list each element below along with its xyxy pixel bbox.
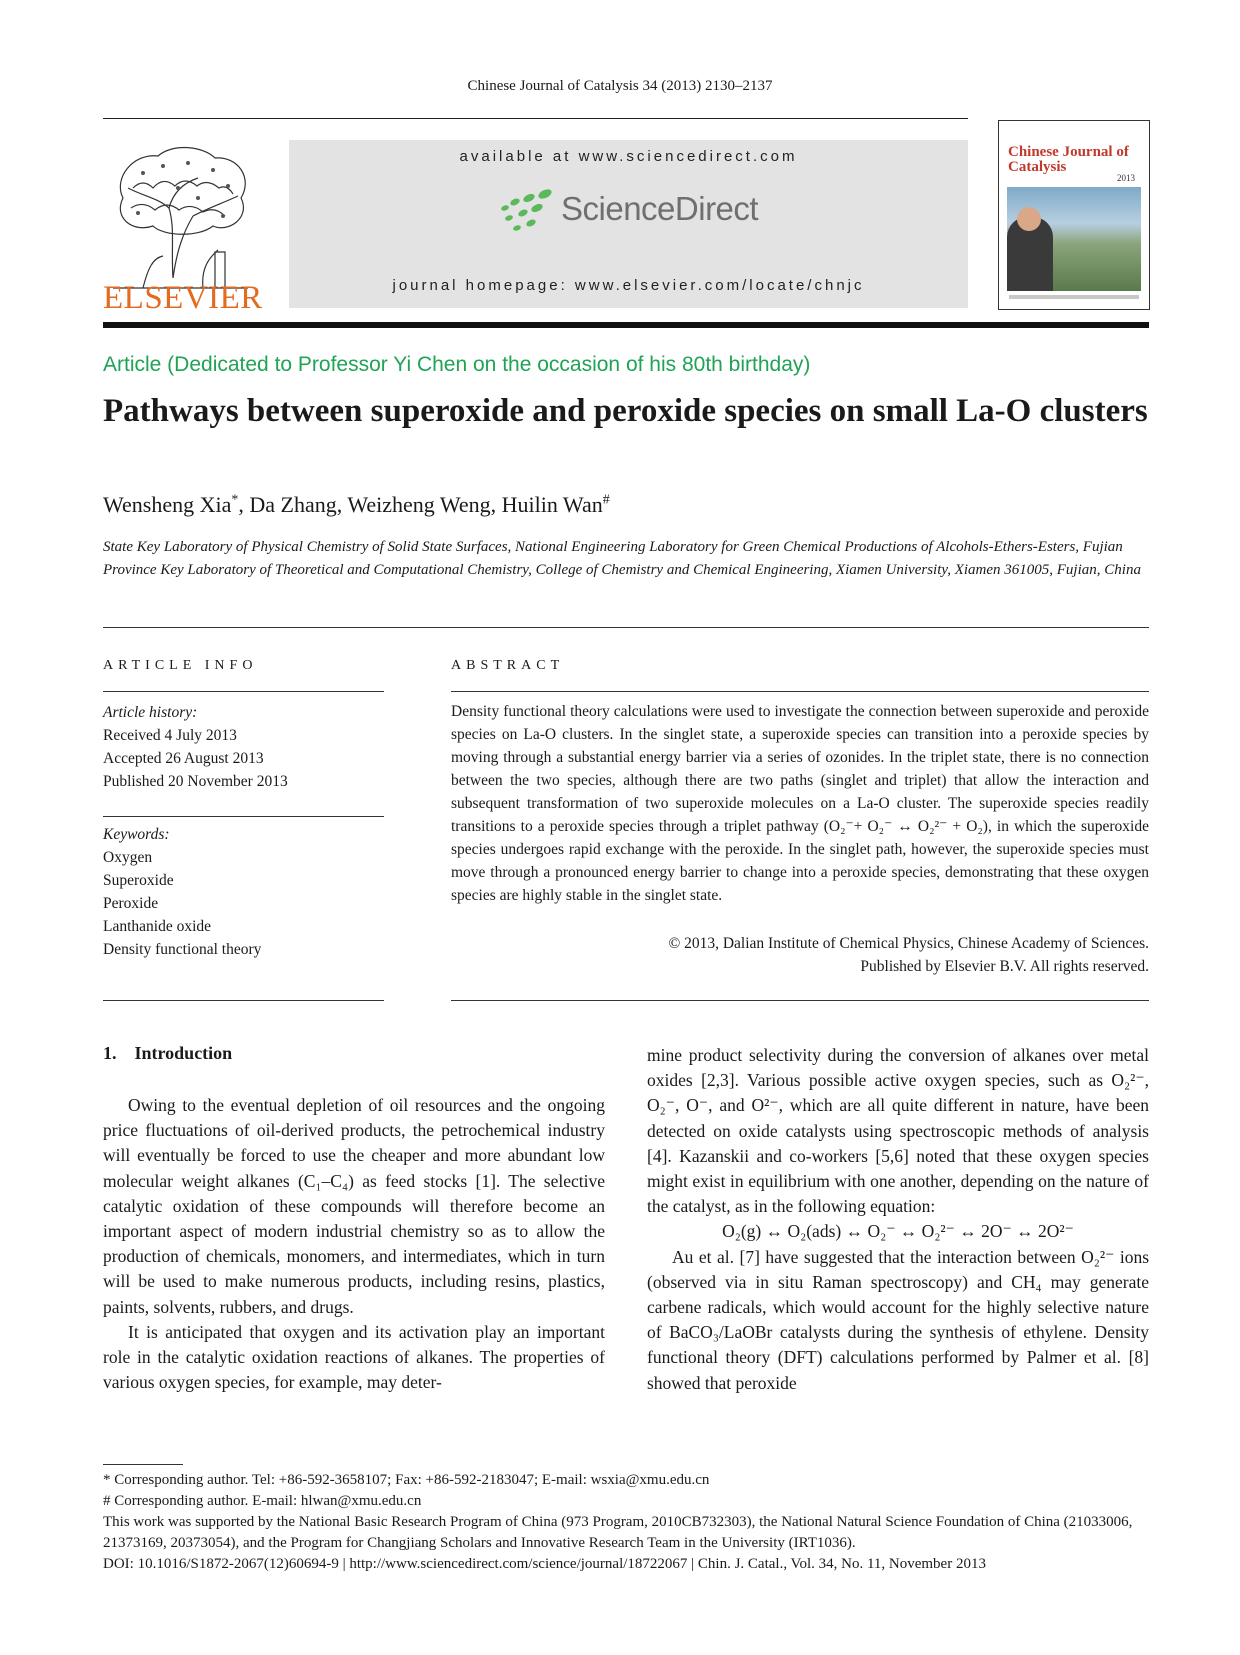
elsevier-wordmark: ELSEVIER bbox=[103, 280, 263, 316]
masthead-rule bbox=[103, 322, 1149, 328]
footnotes bbox=[103, 1470, 1149, 1575]
running-head: Chinese Journal of Catalysis 34 (2013) 2130–2137 bbox=[467, 78, 773, 94]
sciencedirect-wordmark: ScienceDirect bbox=[561, 190, 759, 227]
author-name: Huilin Wan bbox=[501, 492, 603, 517]
abstract-heading: ABSTRACT bbox=[451, 658, 565, 673]
author-mark[interactable]: * bbox=[231, 492, 239, 508]
cover-title: Chinese Journal of Catalysis bbox=[1008, 144, 1129, 175]
abstract-copyright bbox=[451, 932, 1149, 978]
affiliation-rule bbox=[103, 627, 1149, 628]
paragraph: mine product selectivity during the conversion of alkanes over metal oxides [2,3]. Various possible active oxygen species, such as O₂²⁻, O₂⁻, O⁻, and O²⁻, which are all quite different in nature, have been detected on oxide catalysts using spectroscopic methods of analysis [4]. Kazanskii and co-workers [5,6] noted that these oxygen species might exist in equilibrium with one another, depending on the nature of the catalyst, as in the following equation: bbox=[647, 1045, 1149, 1217]
keywords-label: Keywords: bbox=[103, 826, 170, 843]
corresponding-author-note: # Corresponding author. E-mail: hlwan@xmu.edu.cn bbox=[103, 1493, 422, 1509]
paragraph: Owing to the eventual depletion of oil resources and the ongoing price fluctuations of oil-derived products, the petrochemical industry will eventually be forced to use the cheaper and more abundant low molecular weight alkanes (C₁–C₄) as feed stocks [1]. The selective catalytic oxidation of these compounds will therefore become an important aspect of modern industrial chemistry so as to allow the production of chemicals, monomers, and intermediates, which in turn will be used to make numerous products, including resins, plastics, paints, solvents, rubbers, and drugs. bbox=[103, 1095, 605, 1317]
history-label: Article history: bbox=[103, 704, 198, 721]
affiliation: State Key Laboratory of Physical Chemistry of Solid State Surfaces, National Engineering Laboratory for Green Chemical Productions of Alcohols-Ethers-Esters, Fujian Province Key Laboratory of Theoretical and Computational Chemistry, College of Chemistry and Chemical Engineering, Xiamen University, Xiamen 361005, Fujian, China bbox=[103, 539, 1141, 578]
sciencedirect-leaf-icon bbox=[499, 188, 559, 236]
doi-line[interactable]: DOI: 10.1016/S1872-2067(12)60694-9 | http://www.sciencedirect.com/science/journal/18722067 | Chin. J. Catal., Vol. 34, No. 11, November 2013 bbox=[103, 1556, 986, 1572]
accepted-date: Accepted 26 August 2013 bbox=[103, 750, 264, 767]
section-heading: 1. Introduction bbox=[103, 1043, 233, 1063]
cover-person-face bbox=[1017, 207, 1041, 231]
body-right-column bbox=[647, 1043, 1149, 1396]
article-title: Pathways between superoxide and peroxide species on small La-O clusters bbox=[103, 393, 1148, 429]
journal-cover-image bbox=[998, 120, 1150, 310]
author-name: Da Zhang bbox=[249, 492, 337, 517]
article-history bbox=[103, 701, 288, 793]
keyword-item: Lanthanide oxide bbox=[103, 918, 212, 935]
funding-note: This work was supported by the National Basic Research Program of China (973 Program, 2010CB732303), the National Natural Science Foundation of China (21033006, 21373169, 20373054), and the Program for Changjiang Scholars and Innovative Research Team in the University (IRT1036). bbox=[103, 1514, 1133, 1551]
article-info-heading: ARTICLE INFO bbox=[103, 658, 258, 673]
keywords-block bbox=[103, 823, 261, 961]
paragraph: It is anticipated that oxygen and its activation play an important role in the catalytic oxidation reactions of alkanes. The properties of various oxygen species, for example, may deter- bbox=[103, 1321, 605, 1393]
keyword-item: Superoxide bbox=[103, 872, 174, 889]
corresponding-author-note: * Corresponding author. Tel: +86-592-3658107; Fax: +86-592-2183047; E-mail: wsxia@xmu.edu.cn bbox=[103, 1472, 710, 1488]
sciencedirect-logo bbox=[499, 188, 799, 238]
received-date: Received 4 July 2013 bbox=[103, 727, 237, 744]
equation: O₂(g) ↔ O₂(ads) ↔ O₂⁻ ↔ O₂²⁻ ↔ 2O⁻ ↔ 2O²⁻ bbox=[722, 1221, 1074, 1242]
keyword-item: Oxygen bbox=[103, 849, 153, 866]
keywords-rule bbox=[103, 1000, 384, 1001]
sciencedirect-banner bbox=[289, 140, 968, 308]
available-at-text[interactable]: available at www.sciencedirect.com bbox=[459, 148, 798, 165]
footnote-rule bbox=[103, 1464, 183, 1465]
author-list: Wensheng Xia*, Da Zhang, Weizheng Weng, Huilin Wan# bbox=[103, 492, 610, 517]
author-name: Weizheng Weng bbox=[347, 492, 491, 517]
published-date: Published 20 November 2013 bbox=[103, 773, 288, 790]
abstract-rule-bottom bbox=[451, 1000, 1149, 1001]
paragraph: Au et al. [7] have suggested that the interaction between O₂²⁻ ions (observed via in situ Raman spectroscopy) and CH₄ may generate carbene radicals, which would account for the highly selective nature of BaCO₃/LaOBr catalysts during the synthesis of ethylene. Density functional theory (DFT) calculations performed by Palmer et al. [8] showed that peroxide bbox=[647, 1246, 1149, 1393]
author-name: Wensheng Xia bbox=[103, 492, 232, 517]
cover-footer-bar bbox=[1009, 295, 1139, 299]
history-rule bbox=[103, 816, 384, 817]
author-mark[interactable]: # bbox=[602, 492, 610, 508]
keyword-item: Peroxide bbox=[103, 895, 159, 912]
abstract-text: Density functional theory calculations were used to investigate the connection between superoxide and peroxide species on La-O clusters. In the singlet state, a superoxide species can transition into a peroxide species by moving through a substantial energy barrier via a series of ozonides. In the triplet state, there is no connection between the two species, although there are two paths (singlet and triplet) that allow the interaction and subsequent transformation of two superoxide molecules on a La-O cluster. The superoxide species readily transitions to a peroxide species through a triplet pathway (O₂⁻+ O₂⁻ ↔ O₂²⁻ + O₂), in which the superoxide species undergoes rapid exchange with the peroxide. In the singlet path, however, the superoxide species must move through a pronounced energy barrier to change into a peroxide species, demonstrating that these oxygen species are highly stable in the singlet state. bbox=[451, 703, 1149, 904]
header-rule bbox=[103, 118, 968, 119]
keyword-item: Density functional theory bbox=[103, 941, 262, 958]
journal-homepage-text[interactable]: journal homepage: www.elsevier.com/locate/chnjc bbox=[392, 277, 865, 294]
copyright-line: © 2013, Dalian Institute of Chemical Physics, Chinese Academy of Sciences. bbox=[668, 935, 1149, 952]
article-info-rule bbox=[103, 691, 384, 692]
copyright-line: Published by Elsevier B.V. All rights reserved. bbox=[860, 958, 1149, 975]
abstract-rule-top bbox=[451, 691, 1149, 692]
cover-year: 2013 bbox=[1117, 173, 1135, 183]
body-left-column bbox=[103, 1093, 605, 1395]
article-type-line: Article (Dedicated to Professor Yi Chen on the occasion of his 80th birthday) bbox=[103, 353, 811, 376]
